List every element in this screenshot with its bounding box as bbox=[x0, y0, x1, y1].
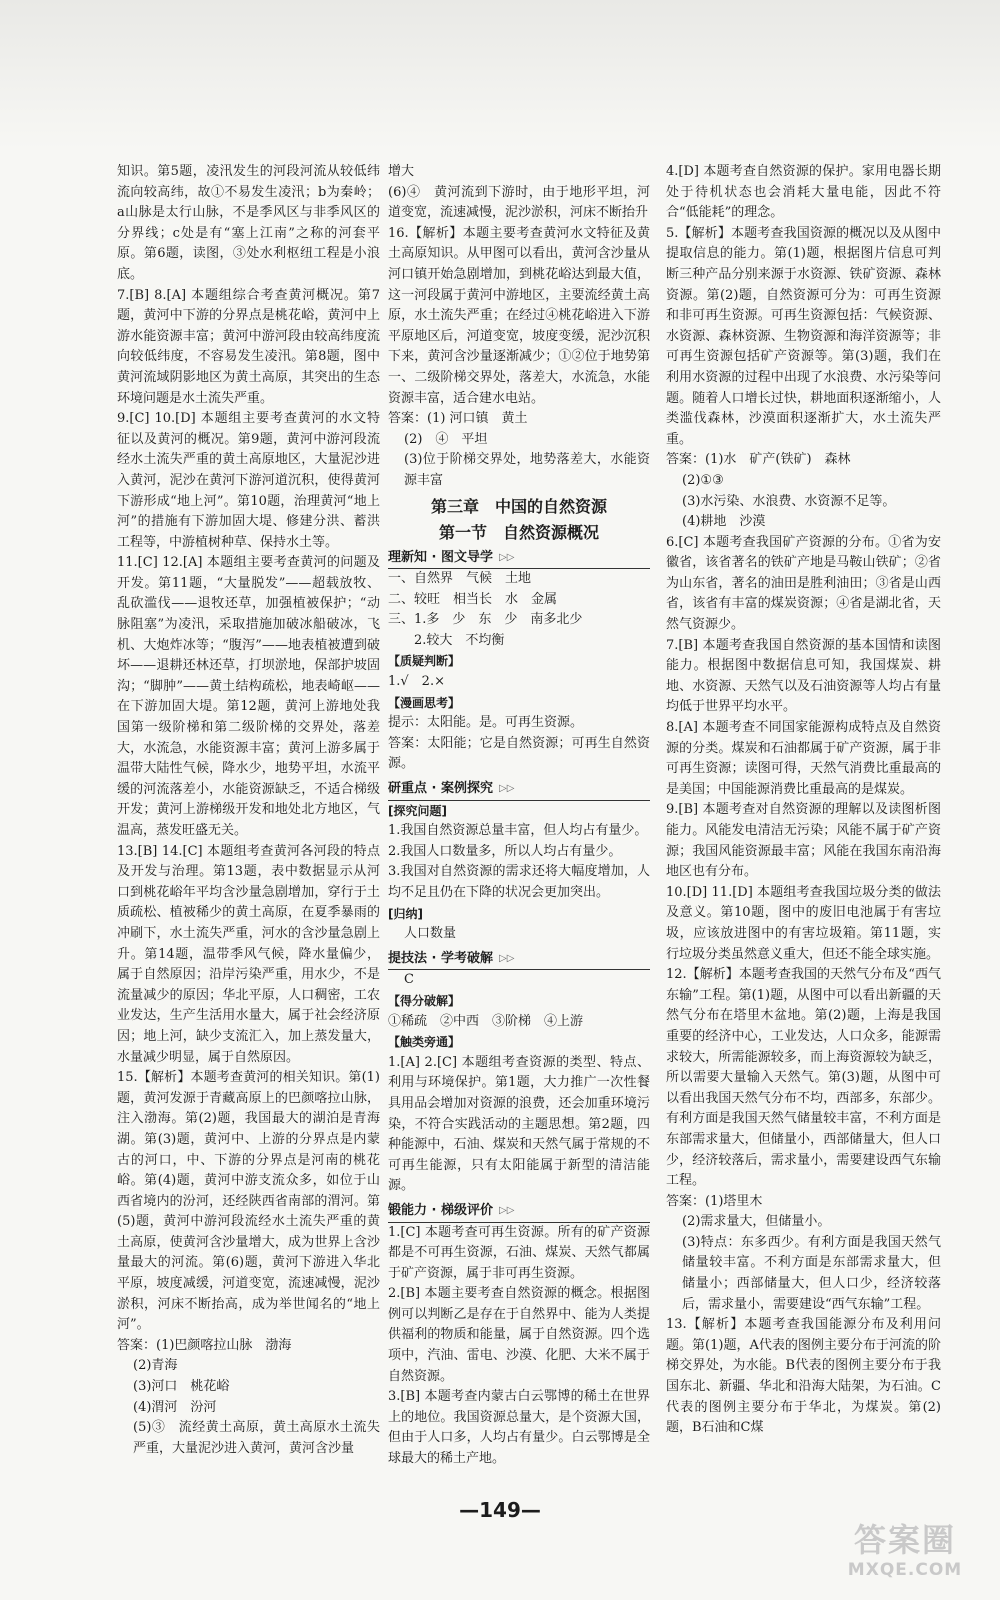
paragraph: 3.[B] 本题考查内蒙古白云鄂博的稀土在世界上的地位。我国资源总量大，是个资源大国，但由于人口多，人均占有量少。白云鄂博是全球最大的稀土产地。 bbox=[388, 1389, 650, 1467]
section-heading-study bbox=[388, 548, 650, 570]
answer-line: 答案：(1)巴颜喀拉山脉 渤海 bbox=[117, 1337, 292, 1353]
arrow-icon: ▷▷ bbox=[499, 551, 515, 563]
subheading: 【触类旁通】 bbox=[388, 1035, 461, 1050]
answer-line: 答案：太阳能；它是自然资源；可再生自然资源。 bbox=[388, 735, 650, 772]
section-title: 第一节 自然资源概况 bbox=[438, 522, 599, 542]
column-left bbox=[117, 162, 380, 1459]
subheading: [归纳] bbox=[388, 906, 423, 921]
answer-line: (2)青海 bbox=[133, 1358, 178, 1374]
answer-line: 提示：太阳能。是。可再生资源。 bbox=[388, 715, 584, 731]
section-heading-ability bbox=[388, 1201, 650, 1223]
subheading: 【得分破解】 bbox=[388, 993, 461, 1008]
column-right bbox=[666, 162, 941, 1439]
heading-label: 研重点 · 案例探究 bbox=[388, 781, 493, 797]
paragraph: 11.[C] 12.[A] 本题组主要考查黄河的问题及开发。第11题，“大量脱发”——超载放牧、乱砍滥伐——退牧还草，加强植被保护；“动脉阻塞”为凌汛，采取措施加破冰船破冰，飞机、大炮炸冰等；“腹泻”——地表植被遭到破坏——退耕还林还草，打坝淤地，保部护坡固沟；“脚肿”——黄土结构疏松，地表崎岖——在下游加固大堤。第12题，黄河上游地处我国第一级阶梯和第二级阶梯的交界处，落差大，水流急，水能资源丰富；黄河上游多属于温带大陆性气候，降水少，地势平坦，水流平缓的河流落差小，水能资源缺乏，不适合梯级开发；黄河上游梯级开发和地处北方地区，气温高，蒸发旺盛无关。 bbox=[117, 555, 380, 838]
watermark-text: 答案圈 bbox=[853, 1521, 956, 1559]
answer-line: 二、较旺 相当长 水 金属 bbox=[388, 591, 558, 607]
answer-line: 3.我国对自然资源的需求还将大幅度增加，人均不足且仍在下降的状况会更加突出。 bbox=[388, 864, 650, 900]
heading-label: 理新知 · 图文导学 bbox=[388, 549, 493, 565]
paragraph: 15.【解析】本题考查黄河的相关知识。第(1)题，黄河发源于青藏高原上的巴颜喀拉山脉，注入渤海。第(2)题，我国最大的湖泊是青海湖。第(3)题，黄河中、上游的分界点是内蒙古的河口，中、下游的分界点是河南的桃花峪。第(4)题，黄河中游支流众多，如位于山西省境内的汾河，还经陕西省南部的渭河。第(5)题，黄河中游河段流经水土流失严重的黄土高原，使黄河含沙量增大，成为世界上含沙量最大的河流。第(6)题，黄河下游进入华北平原，坡度减缓，河道变宽，流速减慢，泥沙淤积，河床不断抬高，成为举世闻名的“地上河”。 bbox=[117, 1070, 380, 1333]
scan-top-shading bbox=[0, 0, 1000, 150]
answer-line: (5)③ 流经黄土高原，黄土高原水土流失严重，大量泥沙进入黄河，黄河含沙量 bbox=[133, 1420, 380, 1456]
answer-line: 1.√ 2.× bbox=[388, 674, 445, 690]
paragraph: 1.[A] 2.[C] 本题组考查资源的类型、特点、利用与环境保护。第1题，大力推广一次性餐具用品会增加对资源的浪费，还会加重环境污染，不符合实践活动的主题思想。第2题，四种能源中，石油、煤炭和天然气属于常规的不可再生能源，只有太阳能属于新型的清洁能源。 bbox=[388, 1054, 650, 1194]
paragraph: 7.[B] 8.[A] 本题组综合考查黄河概况。第7题，黄河中下游的分界点是桃花峪，黄河中上游水能资源丰富；黄河中游河段由较高纬度流向较低纬度，不容易发生凌汛。第8题，图中黄河流域阴影地区为黄土高原，其突出的生态环境问题是水土流失严重。 bbox=[117, 287, 380, 406]
paragraph: 6.[C] 本题考查我国矿产资源的分布。①省为安徽省，该省著名的铁矿产地是马鞍山铁矿；②省为山东省，著名的油田是胜利油田；③省是山西省，该省有丰富的煤炭资源；④省是湖北省，天然气资源少。 bbox=[666, 534, 941, 633]
paragraph: 9.[B] 本题考查对自然资源的理解以及读图析图能力。风能发电清洁无污染；风能不属于矿产资源；我国风能资源最丰富；风能在我国东南沿海地区也有分布。 bbox=[666, 802, 941, 880]
answer-line: C bbox=[404, 972, 414, 988]
answer-line: 一、自然界 气候 土地 bbox=[388, 571, 532, 587]
paragraph: 5.【解析】本题考查我国资源的概况以及从图中提取信息的能力。第(1)题，根据图片信息可判断三种产品分别来源于水资源、铁矿资源、森林资源。第(2)题，自然资源可分为：可再生资源和非可再生资源。可再生资源包括：气候资源、水资源、森林资源、生物资源和海洋资源等；非可再生资源包括矿产资源等。第(3)题，我们在利用水资源的过程中出现了水浪费、水污染等问题。随着人口增长过快，耕地面积逐渐缩小，人类滥伐森林，沙漠面积逐渐扩大，水土流失严重。 bbox=[666, 225, 941, 447]
answer-line: 三、1.多 少 东 少 南多北少 bbox=[388, 612, 583, 628]
paragraph: 13.【解析】本题考查我国能源分布及利用问题。第(1)题，A代表的图例主要分布于河流的阶梯交界处，为水能。B代表的图例主要分布于我国东北、新疆、华北和沿海大陆架，为石油。C代表的图例主要分布于华北，为煤炭。第(2)题，B石油和C煤 bbox=[666, 1317, 941, 1436]
answer-line: 2.较大 不均衡 bbox=[388, 632, 505, 648]
answer-line: 1.我国自然资源总量丰富，但人均占有量少。 bbox=[388, 823, 648, 839]
answer-line: (3)河口 桃花峪 bbox=[133, 1379, 230, 1395]
answer-line: (3)位于阶梯交界处，地势落差大，水能资源丰富 bbox=[404, 452, 650, 488]
paragraph: 12.【解析】本题考查我国的天然气分布及“西气东输”工程。第(1)题，从图中可以看出新疆的天然气分布在塔里木盆地。第(2)题，上海是我国重要的经济中心，工业发达，人口众多，能源需求较大，所需能源较多，而上海资源较为缺乏，所以需要大量输入天然气。第(3)题，从图中可以看出我国天然气分布不均，西部多，东部少。有利方面是我国天然气储量较丰富，不利方面是东部需求量大，但储量小，西部储量大，但人口少，经济较落后，需求量小，需要建设西气东输工程。 bbox=[666, 967, 941, 1189]
section-heading-improve bbox=[388, 949, 650, 971]
paragraph: (6)④ 黄河流到下游时，由于地形平坦，河道变宽，流速减慢，泥沙淤积，河床不断抬升 bbox=[388, 184, 650, 221]
answer-line: 2.我国人口数量多，所以人均占有量少。 bbox=[388, 843, 622, 859]
paragraph: 4.[D] 本题考查自然资源的保护。家用电器长期处于待机状态也会消耗大量电能，因此不符合“低能耗”的理念。 bbox=[666, 164, 941, 221]
heading-label: 提技法 · 学考破解 bbox=[388, 950, 493, 966]
paragraph: 13.[B] 14.[C] 本题组考查黄河各河段的特点及开发与治理。第13题，表中数据显示从河口到桃花峪年平均含沙量急剧增加，穿行于土质疏松、植被稀少的黄土高原，在夏季暴雨的冲刷下，水土流失严重，河水的含沙量急剧上升。第14题，温带季风气候，降水量偏少，属于自然原因；沿岸污染严重，用水少，不是流量减少的原因；华北平原，人口稠密，工农业发达，生产生活用水量大，属于社会经济原因；地上河，缺少支流汇入，加上蒸发量大，水量减少明显，属于自然原因。 bbox=[117, 843, 380, 1065]
page-number: —149— bbox=[459, 1498, 541, 1522]
watermark-url: MXQE.COM bbox=[847, 1560, 963, 1580]
arrow-icon: ▷▷ bbox=[499, 1204, 515, 1216]
answer-line: ①稀疏 ②中西 ③阶梯 ④上游 bbox=[388, 1013, 584, 1029]
answer-line: (3)水污染、水浪费、水资源不足等。 bbox=[682, 493, 896, 509]
heading-label: 锻能力 · 梯级评价 bbox=[388, 1202, 493, 1218]
chapter-title: 第三章 中国的自然资源 bbox=[430, 496, 607, 516]
paragraph: 知识。第5题，凌汛发生的河段河流从较低纬流向较高纬，故①不易发生凌汛；b为秦岭；a山脉是太行山脉，不是季风区与非季风区的分界线；c处是有“塞上江南”之称的河套平原。第6题，读图，③处水利枢纽工程是小浪底。 bbox=[117, 164, 380, 282]
paragraph: 7.[B] 本题考查我国自然资源的基本国情和读图能力。根据图中数据信息可知，我国煤炭、耕地、水资源、天然气以及石油资源等人均占有量均低于世界平均水平。 bbox=[666, 637, 941, 715]
answer-line: (2)①③ bbox=[682, 472, 724, 488]
answer-line: 答案：(1)塔里木 bbox=[666, 1193, 763, 1209]
arrow-icon: ▷▷ bbox=[499, 783, 515, 795]
paragraph: 8.[A] 本题考查不同国家能源构成特点及自然资源的分类。煤炭和石油都属于矿产资源，属于非可再生资源；读图可得，天然气消费比重最高的是美国；中国能源消费比重最高的是煤炭。 bbox=[666, 720, 941, 797]
paragraph: 2.[B] 本题主要考查自然资源的概念。根据图例可以判断乙是存在于自然界中、能为人类提供福利的物质和能量，属于自然资源。四个选项中，汽油、雷电、沙漠、化肥、大米不属于自然资源。 bbox=[388, 1286, 650, 1384]
answer-line: 答案：(1) 河口镇 黄土 bbox=[388, 411, 528, 427]
subheading: 【漫画思考】 bbox=[388, 695, 461, 710]
answer-line: 答案：(1)水 矿产(铁矿) 森林 bbox=[666, 452, 851, 468]
answer-line: (2)需求量大，但储量小。 bbox=[682, 1214, 831, 1230]
paragraph: 增大 bbox=[388, 164, 415, 179]
paragraph: 16.【解析】本题主要考查黄河水文特征及黄土高原知识。从甲图可以看出，黄河含沙量从河口镇开始急剧增加，到桃花峪达到最大值，这一河段属于黄河中游地区，主要流经黄土高原，水土流失严重；在经过④桃花峪进入下游平原地区后，河道变宽，坡度变缓，泥沙沉积下来，黄河含沙量逐渐减少；①②位于地势第一、二级阶梯交界处，落差大，水流急，水能资源丰富，适合建水电站。 bbox=[388, 225, 650, 406]
answer-line: (3)特点：东多西少。有利方面是我国天然气储量较丰富。不利方面是东部需求量大，但储量小；西部储量大，但人口少，经济较落后，需求量小，需要建设“西气东输”工程。 bbox=[682, 1234, 941, 1312]
arrow-icon: ▷▷ bbox=[499, 952, 515, 964]
paragraph: 9.[C] 10.[D] 本题组主要考查黄河的水文特征以及黄河的概况。第9题，黄河中游河段流经水土流失严重的黄土高原地区，大量泥沙进入黄河，泥沙在黄河下游河道沉积，使得黄河下游形成“地上河”。第10题，治理黄河“地上河”的措施有下游加固大堤、修建分洪、蓄洪工程等，中游植树种草、保持水土等。 bbox=[117, 411, 380, 550]
answer-line: (2) ④ 平坦 bbox=[404, 431, 488, 447]
column-middle bbox=[388, 162, 650, 1470]
watermark-logo bbox=[830, 1520, 980, 1590]
answer-line: (4)耕地 沙漠 bbox=[682, 514, 766, 530]
subheading: 【质疑判断】 bbox=[388, 654, 461, 669]
section-heading-research bbox=[388, 779, 650, 801]
paragraph: 10.[D] 11.[D] 本题组考查我国垃圾分类的做法及意义。第10题，图中的废旧电池属于有害垃圾，应该放进图中的有害垃圾箱。第11题，实行垃圾分类虽然意义重大，但还不能全球实施。 bbox=[666, 884, 941, 962]
paragraph: 1.[C] 本题考查可再生资源。所有的矿产资源都是不可再生资源，石油、煤炭、天然气都属于矿产资源，属于非可再生资源。 bbox=[388, 1224, 650, 1281]
subheading: [探究问题] bbox=[388, 803, 447, 818]
answer-line: (4)渭河 汾河 bbox=[133, 1399, 217, 1415]
answer-line: 人口数量 bbox=[404, 926, 457, 942]
